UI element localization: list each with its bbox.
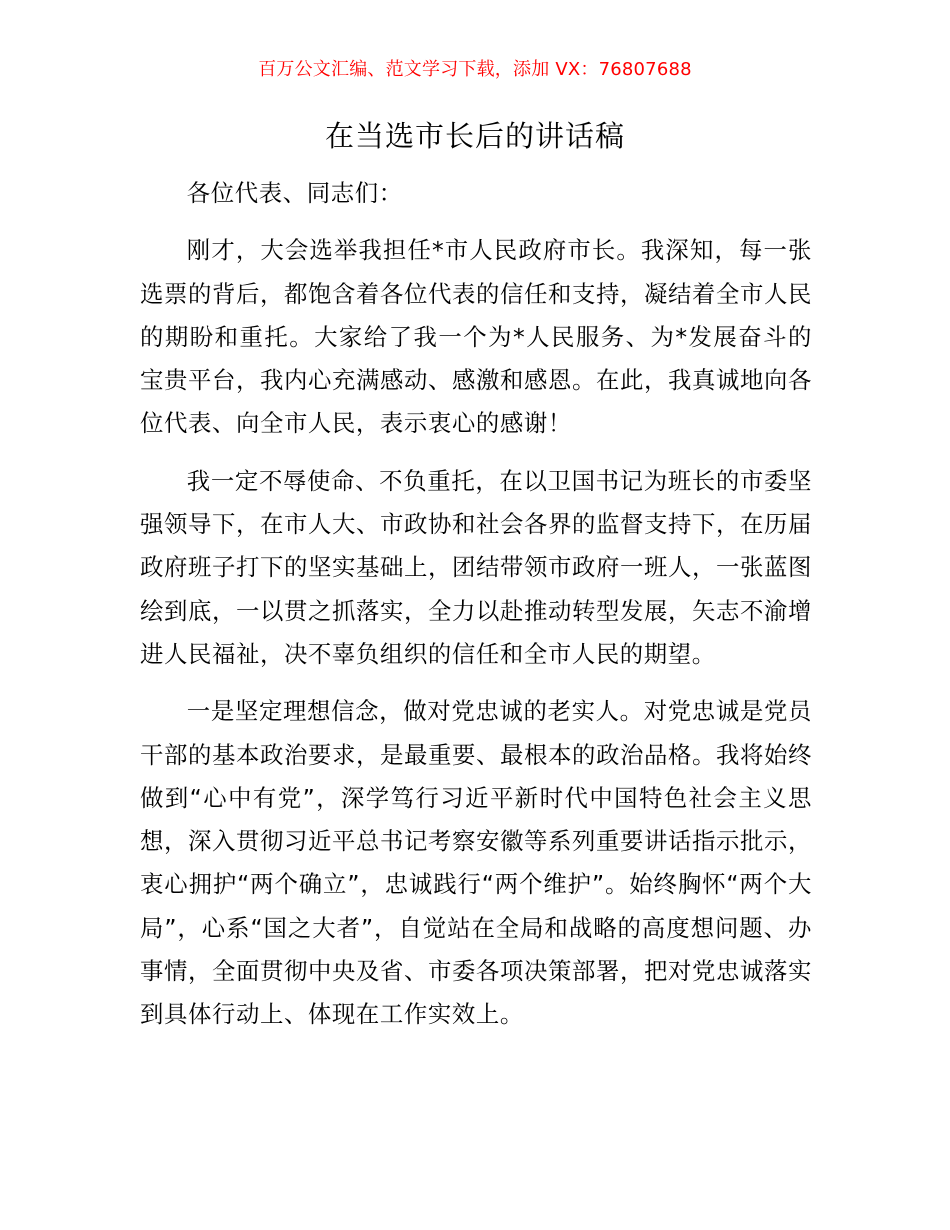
paragraph-1: 刚才，大会选举我担任*市人民政府市长。我深知，每一张选票的背后，都饱含着各位代表的信任和支持，凝结着全市人民的期盼和重托。大家给了我一个为*人民服务、为*发展奋斗的宝贵平台，我内心充满感动、感激和感恩。在此，我真诚地向各位代表、向全市人民，表示衷心的感谢！ [140,236,812,438]
document-title: 在当选市长后的讲话稿 [324,119,625,153]
header-watermark-note: 百万公文汇编、范文学习下载，添加 VX：76807688 [258,59,692,80]
greeting: 各位代表、同志们： [186,179,403,207]
paragraph-2: 我一定不辱使命、不负重托，在以卫国书记为班长的市委坚强领导下，在市人大、市政协和社会各界的监督支持下，在历届政府班子打下的坚实基础上，团结带领市政府一班人，一张蓝图绘到底，一以贯之抓落实，全力以赴推动转型发展，矢志不渝增进人民福祉，决不辜负组织的信任和全市人民的期望。 [140,466,812,668]
paragraph-3: 一是坚定理想信念，做对党忠诚的老实人。对党忠诚是党员干部的基本政治要求，是最重要、最根本的政治品格。我将始终做到“心中有党”，深学笃行习近平新时代中国特色社会主义思想，深入贯彻习近平总书记考察安徽等系列重要讲话指示批示，衷心拥护“两个确立”，忠诚践行“两个维护”。始终胸怀“两个大局”，心系“国之大者”，自觉站在全局和战略的高度想问题、办事情，全面贯彻中央及省、市委各项决策部署，把对党忠诚落实到具体行动上、体现在工作实效上。 [140,697,812,1029]
document-body [140,172,812,1051]
